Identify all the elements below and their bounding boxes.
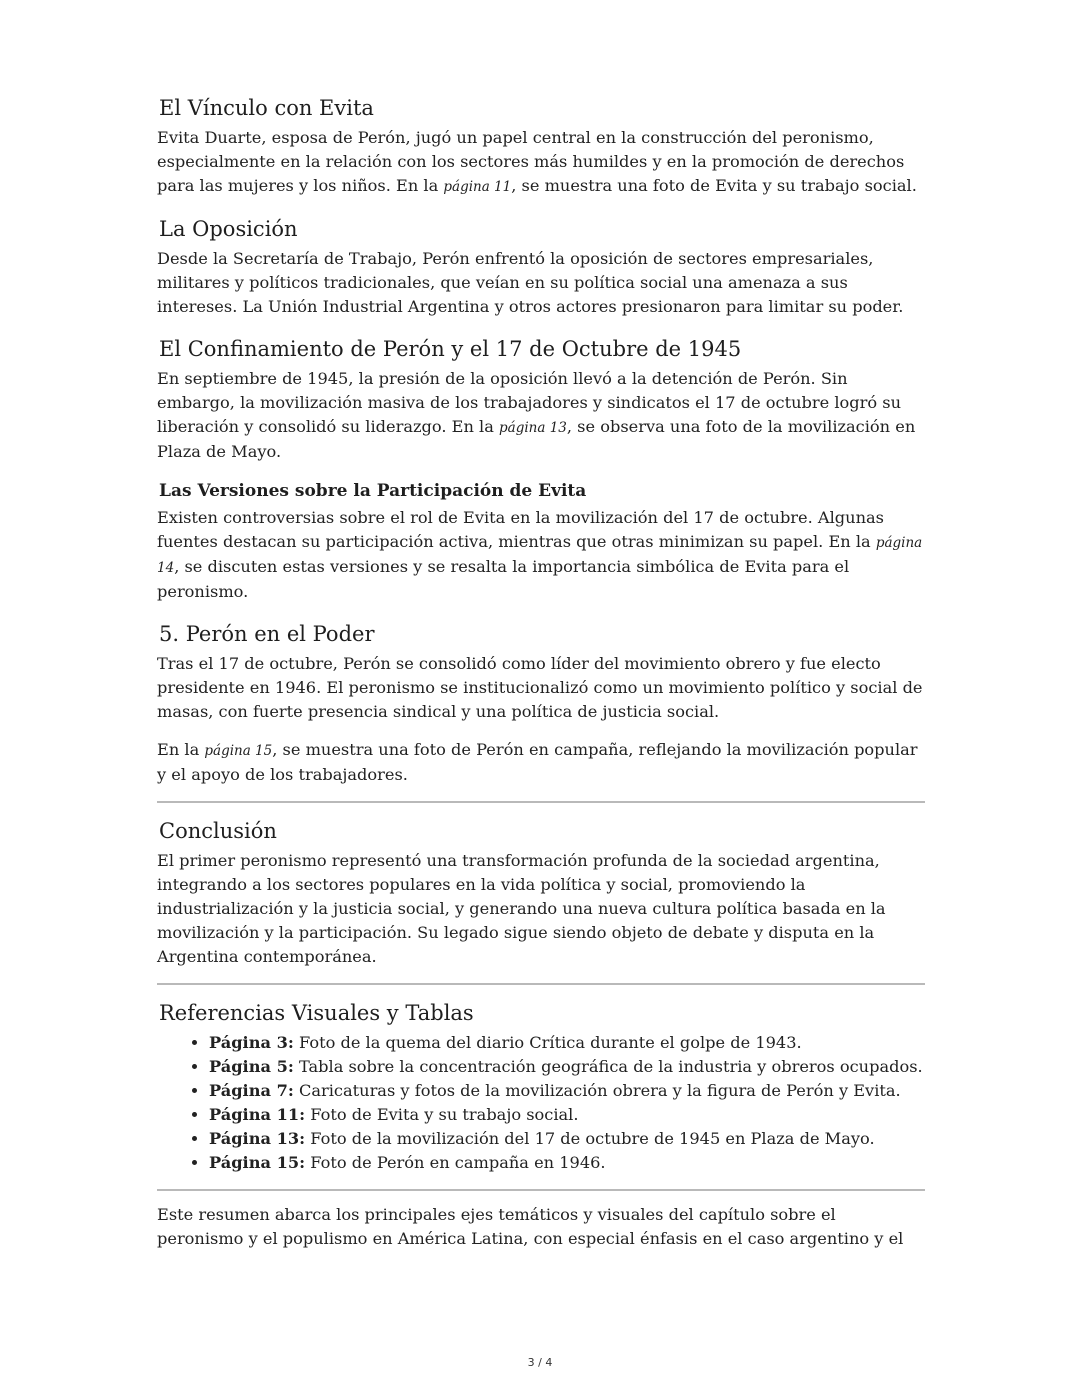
section-paragraph: En la página 15, se muestra una foto de Perón en campaña, reflejando la movilización popular y el apoyo de los trabajadores. <box>157 740 918 784</box>
list-item: • Página 13: Foto de la movilización del 17 de octubre de 1945 en Plaza de Mayo. <box>209 1127 925 1151</box>
section-heading: Conclusión <box>159 819 277 843</box>
list-item: • Página 5: Tabla sobre la concentración geográfica de la industria y obreros ocupados. <box>209 1055 925 1079</box>
section-paragraph: Existen controversias sobre el rol de Evita en la movilización del 17 de octubre. Algunas fuentes destacan su participación activa, mientras que otras minimizan su papel. En la página 14, se discuten estas versiones y se resalta la importancia simbólica de Evita para el peronismo. <box>157 508 923 601</box>
page-reference: página 13 <box>499 420 567 436</box>
section-heading: 5. Perón en el Poder <box>159 622 375 646</box>
section-referencias <box>157 997 925 1175</box>
section-heading: El Confinamiento de Perón y el 17 de Octubre de 1945 <box>159 337 742 361</box>
section-paragraph: Evita Duarte, esposa de Perón, jugó un papel central en la construcción del peronismo, especialmente en la relación con los sectores más humildes y en la promoción de derechos para las mujeres y los niños. En la página 11, se muestra una foto de Evita y su trabajo social. <box>157 128 917 195</box>
section-heading: El Vínculo con Evita <box>159 96 374 120</box>
page-reference: página 11 <box>443 179 512 195</box>
page-reference: página 15 <box>204 743 273 759</box>
list-item: • Página 15: Foto de Perón en campaña en 1946. <box>209 1151 925 1175</box>
divider <box>157 1189 925 1191</box>
list-item: • Página 7: Caricaturas y fotos de la movilización obrera y la figura de Perón y Evita. <box>209 1079 925 1103</box>
section-paragraph: Desde la Secretaría de Trabajo, Perón enfrentó la oposición de sectores empresariales, militares y políticos tradicionales, que veían en su política social una amenaza a sus intereses. La Unión Industrial Argentina y otros actores presionaron para limitar su poder. <box>157 249 904 316</box>
page-number: 3 / 4 <box>527 1356 553 1369</box>
reference-list <box>157 1031 925 1175</box>
divider <box>157 801 925 803</box>
section-versiones-evita <box>157 478 925 604</box>
section-paragraph: El primer peronismo representó una transformación profunda de la sociedad argentina, integrando a los sectores populares en la vida política y social, promoviendo la industrialización y la justicia social, y generando una nueva cultura política basada en la movilización y la participación. Su legado sigue siendo objeto de debate y disputa en la Argentina contemporánea. <box>157 851 886 966</box>
page-reference: página 14 <box>157 535 923 576</box>
section-heading: La Oposición <box>159 217 298 241</box>
list-item: • Página 11: Foto de Evita y su trabajo social. <box>209 1103 925 1127</box>
section-conclusion <box>157 815 925 969</box>
section-vinculo-evita <box>157 92 925 199</box>
section-paragraph: En septiembre de 1945, la presión de la oposición llevó a la detención de Perón. Sin embargo, la movilización masiva de los trabajadores y sindicatos el 17 de octubre logró su liberación y consolidó su liderazgo. En la página 13, se observa una foto de la movilización en Plaza de Mayo. <box>157 369 916 461</box>
subsection-heading: Las Versiones sobre la Participación de Evita <box>159 481 587 501</box>
section-oposicion <box>157 213 925 319</box>
document-body <box>157 92 925 1265</box>
closing-paragraph: Este resumen abarca los principales ejes temáticos y visuales del capítulo sobre el peronismo y el populismo en América Latina, con especial énfasis en el caso argentino y el <box>157 1205 904 1248</box>
section-peron-poder <box>157 618 925 787</box>
divider <box>157 983 925 985</box>
section-confinamiento <box>157 333 925 464</box>
section-heading: Referencias Visuales y Tablas <box>159 1001 474 1025</box>
list-item: • Página 3: Foto de la quema del diario Crítica durante el golpe de 1943. <box>209 1031 925 1055</box>
section-paragraph: Tras el 17 de octubre, Perón se consolidó como líder del movimiento obrero y fue electo presidente en 1946. El peronismo se institucionalizó como un movimiento político y social de masas, con fuerte presencia sindical y una política de justicia social. <box>157 654 923 721</box>
